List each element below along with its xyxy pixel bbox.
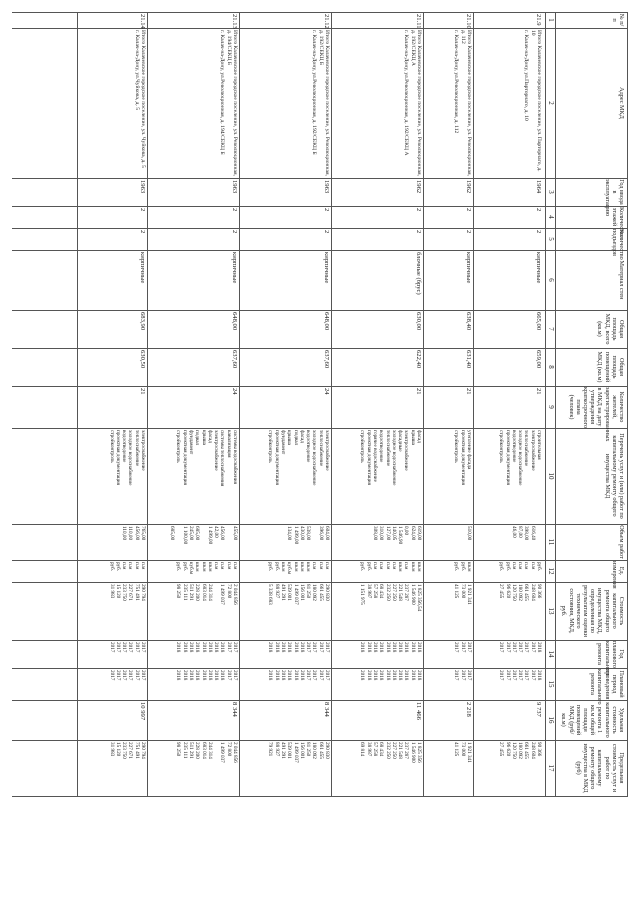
header-cell: Общая площадь помещений МКД (кв.м) <box>596 351 625 383</box>
table-cell-units: п.м п.м п.м п.м кв.м кв.м кв.м куб.м руб. руб. <box>175 562 238 575</box>
header-cell: Плановый период проведения капитального ремонта <box>589 669 625 705</box>
table-cell-unit-cost: 8 344 <box>231 702 238 717</box>
table-cell-area-rooms: 622,40 <box>415 350 422 369</box>
table-cell-area-rooms: 630,50 <box>139 350 146 369</box>
table-cell-area-rooms: 659,00 <box>535 350 542 369</box>
grid-line-vertical <box>12 740 628 741</box>
table-cell-max-cost: 2 044 856 72 800 1 499 037 244 314 683 014 228 200 511 291 235 111 98 250 <box>175 742 238 763</box>
table-cell-no: 21.13 <box>231 14 238 29</box>
grid-line-vertical <box>12 668 628 669</box>
table-cell-works: утепление фасада проектная документация стройконтроль <box>453 430 472 485</box>
table-cell-unit-cost: 2 218 <box>465 702 472 717</box>
grid-line-vertical <box>12 428 628 429</box>
grid-line-horizontal <box>423 12 424 796</box>
table-cell-max-cost: 90 366 248 604 661 455 180 092 120 750 96 620 27 455 <box>498 742 542 759</box>
grid-line-vertical <box>12 310 628 311</box>
table-cell-units: кв.м кв.м п.м кв.м п.м п.м п.м п.м руб. руб. <box>359 562 422 572</box>
grid-line-horizontal <box>147 12 148 796</box>
table-cell-unit-cost: 9 737 <box>535 702 542 717</box>
table-cell-year-plan: 2017 2017 2017 2017 2018 2018 2018 2018 2018 2018 <box>267 642 330 653</box>
table-cell-area-rooms: 631,40 <box>465 350 472 369</box>
table-cell-area-rooms: 637,60 <box>231 350 238 369</box>
table-cell-walls: кирпичные <box>535 252 542 284</box>
table-cell-residents: 24 <box>323 388 330 395</box>
table-cell-area-total: 683,90 <box>139 312 146 331</box>
column-number: 16 <box>547 716 555 724</box>
grid-line-vertical <box>12 228 628 229</box>
table-cell-floors: 2 <box>231 208 238 212</box>
table-cell-address: Итого Калачевское городское поселение, ул. Чуйкова, д. 5 г. Калач-на-Дону, ул.Чуйкова, д. 5 <box>133 30 146 168</box>
table-cell-area-total: 648,00 <box>231 312 238 331</box>
table-cell-units: п.м п.м п.м кв.м кв.м кв.м куб.м кв.м руб. руб. <box>267 562 330 575</box>
table-cell-walls: блочные (брус) <box>415 252 422 295</box>
table-cell-period: 2018 2018 2018 2018 2018 2018 2018 2018 2018 2018 <box>359 670 422 681</box>
header-cell: Количество подъездов <box>610 229 625 260</box>
header-cell: Стоимость капитального ремонта общего имущества МКД, определенная по результатам оценки технического состояния, МКД, руб. <box>560 585 625 637</box>
table-cell-area-total: 630,00 <box>415 312 422 331</box>
table-cell-period: 2017 2017 2018 2018 2018 2018 2018 2018 2018 2018 <box>175 670 238 681</box>
header-cell: № п/п <box>610 13 625 27</box>
grid-line-horizontal <box>239 12 240 796</box>
table-cell-units: руб. п.м п.м п.м п.м руб. руб. <box>498 562 542 571</box>
table-cell-year: 1963 <box>139 180 146 194</box>
table-cell-area-total: 638,40 <box>465 312 472 331</box>
header-cell: Предельная стоимость услуг и работ по капитальному ремонту общего имущества в МКД (руб) <box>574 743 625 793</box>
table-cell-volume: 616,40 398,00 87,00 46,00 <box>510 526 536 541</box>
table-cell-cost: 290 830 661 455 180 092 81 250 156 001 1 499 037 539 001 491 291 88 927 5 338 683 <box>267 584 330 605</box>
table-cell-cost: 290 794 751 491 227 671 233 750 15 120 31 983 <box>108 584 146 601</box>
grid-line-vertical <box>12 12 628 13</box>
column-number: 9 <box>547 405 555 409</box>
table-cell-area-rooms: 637,60 <box>323 350 330 369</box>
grid-line-horizontal <box>555 12 556 796</box>
table-cell-volume: 455,00 456,00 42,00 1 499,00 685,00 245,00 1 100,00 685,00 <box>169 526 238 545</box>
column-number: 10 <box>547 472 555 480</box>
header-cell: Ед. измерения <box>610 561 625 589</box>
grid-line-vertical <box>12 524 628 525</box>
table-cell-volume: 604,00 396,00 538,00 430,00 1 499,00 134,00 <box>286 526 330 545</box>
table-cell-address: Итого Калачевское городское поселение, ул. Парторнаго, д. 10 г. Калач-на-Дону, ул.Парторнаго, д. 10 <box>523 30 542 172</box>
grid-line-vertical <box>12 386 628 387</box>
table-cell-volume: 619,00 624,00 0,00 1 546,90 140,05 127,00 310,00 308,00 <box>371 526 422 545</box>
table-cell-area-total: 665,00 <box>535 312 542 331</box>
table-cell-year: 1962 <box>415 180 422 194</box>
table-cell-floors: 2 <box>535 208 542 212</box>
table-cell-walls: кирпичные <box>231 252 238 284</box>
table-cell-period: 2017 2017 2017 2017 2018 2018 2018 2018 2018 2018 <box>267 670 330 681</box>
table-cell-address: Итого Калачевское городское поселение, ул. Революционная, д. 192/СЕКЦ А г. Калач-на-Дону, ул.Революционная, д. 192/СЕКЦ А <box>403 30 422 176</box>
table-cell-period: 2018 2017 2017 2017 2017 2017 2017 <box>498 670 542 681</box>
column-number: 14 <box>547 650 555 658</box>
table-cell-cost: 1 921 341 73 000 41 125 <box>453 584 472 605</box>
table-cell-year-plan: 2018 2018 2018 2018 2018 2018 2018 2018 2018 2018 <box>359 642 422 653</box>
table-cell-no: 21.12 <box>323 14 330 29</box>
table-cell-works: строительная электроснабжение теплоснабжение холодное водоснабжение водоотведение проектная документация стройконтроль <box>498 430 542 486</box>
table-cell-walls: кирпичные <box>323 252 330 284</box>
grid-line-vertical <box>12 640 628 641</box>
column-number: 13 <box>547 607 555 615</box>
grid-line-vertical <box>12 348 628 349</box>
table-cell-year: 1963 <box>323 180 330 194</box>
grid-line-vertical <box>12 796 628 797</box>
table-cell-floors: 2 <box>465 208 472 212</box>
column-number: 8 <box>547 365 555 369</box>
table-cell-address: Итого Калачевское городское поселение, ул. Революционная, д. 112 г. Калач-на-Дону, ул.Революционная, д. 112 <box>453 30 472 176</box>
grid-line-horizontal <box>77 12 78 796</box>
table-cell-year: 1963 <box>231 180 238 194</box>
table-cell-no: 21.9 <box>535 14 542 26</box>
grid-line-vertical <box>12 28 628 29</box>
table-cell-unit-cost: 11 466 <box>415 702 422 720</box>
table-cell-entrances: 2 <box>415 230 422 234</box>
table-cell-no: 21.11 <box>415 14 422 29</box>
table-cell-volume: 510,00 <box>466 526 472 541</box>
column-number: 7 <box>547 327 555 331</box>
table-cell-area-total: 648,00 <box>323 312 330 331</box>
table-cell-entrances: 2 <box>323 230 330 234</box>
grid-line-horizontal <box>545 12 546 796</box>
grid-line-vertical <box>12 560 628 561</box>
table-cell-works: системы водоснабжения канализация системы теплоснабжения электроснабжение фасад крыша подвал фундамент проектная документация стройконтроль <box>175 430 238 487</box>
table-cell-entrances: 2 <box>535 230 542 234</box>
table-cell-entrances: 2 <box>139 230 146 234</box>
column-number: 17 <box>547 764 555 772</box>
table-cell-units: кв.м руб. руб. <box>453 562 472 572</box>
table-cell-year-plan: 2018 2017 2017 2017 2017 2017 2017 <box>498 642 542 653</box>
table-cell-year-plan: 2017 2017 2017 <box>453 642 472 653</box>
grid-line-vertical <box>12 206 628 207</box>
header-cell: Объем работ <box>618 525 625 559</box>
table-cell-residents: 21 <box>535 388 542 395</box>
table-cell-no: 21.14 <box>139 14 146 29</box>
column-number: 2 <box>547 101 555 105</box>
table-cell-period: 2017 2017 2017 <box>453 670 472 681</box>
table-cell-year-plan: 2017 2017 2018 2018 2018 2018 2018 2018 2018 2018 <box>175 642 238 653</box>
header-cell: Количество жителей, зарегистрированных в МКД на дату утверждения краткосрочного плана (человек) <box>567 387 625 442</box>
table-cell-cost: 2 044 856 72 800 1 499 037 244 314 683 014 228 200 511 291 235 111 98 250 <box>175 584 238 605</box>
grid-line-horizontal <box>473 12 474 796</box>
table-cell-residents: 24 <box>231 388 238 395</box>
table-cell-walls: кирпичные <box>139 252 146 284</box>
column-number: 5 <box>547 237 555 241</box>
header-cell: Удельная стоимость капитального ремонта 1 кв.м общей площади помещений МКД (руб/кв.м) <box>560 702 625 738</box>
column-number: 11 <box>547 538 555 546</box>
table-cell-residents: 21 <box>415 388 422 395</box>
table-cell-volume: 765,00 456,00 110,00 110,00 <box>121 526 146 541</box>
table-cell-floors: 2 <box>323 208 330 212</box>
column-number: 1 <box>547 18 555 22</box>
header-cell: Адрес МКД <box>618 87 625 119</box>
grid-line-vertical <box>12 700 628 701</box>
table-cell-residents: 21 <box>139 388 146 395</box>
table-cell-no: 21.10 <box>465 14 472 29</box>
table-cell-year: 1964 <box>535 180 542 194</box>
table-cell-period: 2017 2017 2017 2017 2017 2017 <box>108 670 146 681</box>
table-cell-max-cost: 290 830 661 455 180 092 81 250 156 001 1 499 037 539 001 491 291 88 927 79 921 <box>267 742 330 763</box>
table-cell-max-cost: 1 825 356 1 546 900 237 287 221 548 227 250 232 250 68 434 57 258 38 987 69 814 <box>359 742 422 763</box>
table-cell-max-cost: 290 794 751 491 227 671 233 750 15 120 31 983 <box>108 742 146 759</box>
table-cell-cost: 1 825 356,54 1 546 900 237 287 221 548 227 250 232 250 68 434 57 258 38 987 1 151 975 <box>359 584 422 612</box>
table-cell-year-plan: 2017 2017 2017 2017 2017 2017 <box>108 642 146 653</box>
table-cell-entrances: 2 <box>231 230 238 234</box>
table-cell-unit-cost: 8 344 <box>323 702 330 717</box>
table-cell-walls: кирпичные <box>465 252 472 284</box>
grid-line-vertical <box>12 250 628 251</box>
header-cell: Год планового капитального ремонта <box>596 641 625 677</box>
table-cell-works: электроснабжение теплоснабжение холодное водоснабжение водоотведение проектная документация стройконтроль <box>108 430 146 486</box>
table-cell-year: 1962 <box>465 180 472 194</box>
table-cell-residents: 21 <box>465 388 472 395</box>
table-cell-max-cost: 1 921 341 73 000 41 125 <box>453 742 472 763</box>
column-number: 15 <box>547 680 555 688</box>
header-cell: Количество этажей <box>610 207 625 238</box>
grid-line-horizontal <box>627 12 628 796</box>
column-number: 4 <box>547 215 555 219</box>
table-cell-address: Итого Калачевское городское поселение, ул. Революционная, д. 192/СЕКЦ Б г. Калач-на-Дону, ул.Революционная, д. 192/СЕКЦ Б <box>311 30 330 176</box>
table-cell-cost: 90 366 248 604 661 455 180 092 120 750 96 620 27 455 <box>498 584 542 601</box>
table-cell-units: п.м п.м п.м п.м руб. руб. <box>108 562 146 571</box>
table-cell-entrances: 2 <box>465 230 472 234</box>
column-number: 6 <box>547 278 555 282</box>
header-cell: Общая площадь МКД, всего (кв.м) <box>596 313 625 345</box>
table-cell-works: фасад крыша электроснабжение фасадные холодное водоснабжение теплоснабжение водоотведение горячее водоснабжение проектная документация стройконтроль <box>359 430 422 486</box>
grid-line-vertical <box>12 582 628 583</box>
grid-line-horizontal <box>331 12 332 796</box>
header-cell: Год ввода в эксплуатацию <box>603 179 625 217</box>
table-cell-floors: 2 <box>415 208 422 212</box>
header-cell: Перечень услуг и (или) работ по капитальному ремонту общего имущества МКД <box>603 433 625 519</box>
table-cell-works: электроснабжение теплоснабжение холодное водоснабжение водоотведение фасад подвал крыша фундамент проектная документация стройконтроль <box>267 430 330 486</box>
table-cell-floors: 2 <box>139 208 146 212</box>
grid-line-vertical <box>12 178 628 179</box>
header-cell: Материал стен <box>618 260 625 300</box>
column-number: 3 <box>547 190 555 194</box>
table-cell-unit-cost: 10 997 <box>139 702 146 721</box>
column-number: 12 <box>547 567 555 575</box>
table-cell-address: Итого Калачевское городское поселение, ул. Революционная, д. 194/СЕКЦ Б г. Калач-на-Дону, ул.Революционная, д. 194/СЕКЦ Б <box>219 30 238 176</box>
